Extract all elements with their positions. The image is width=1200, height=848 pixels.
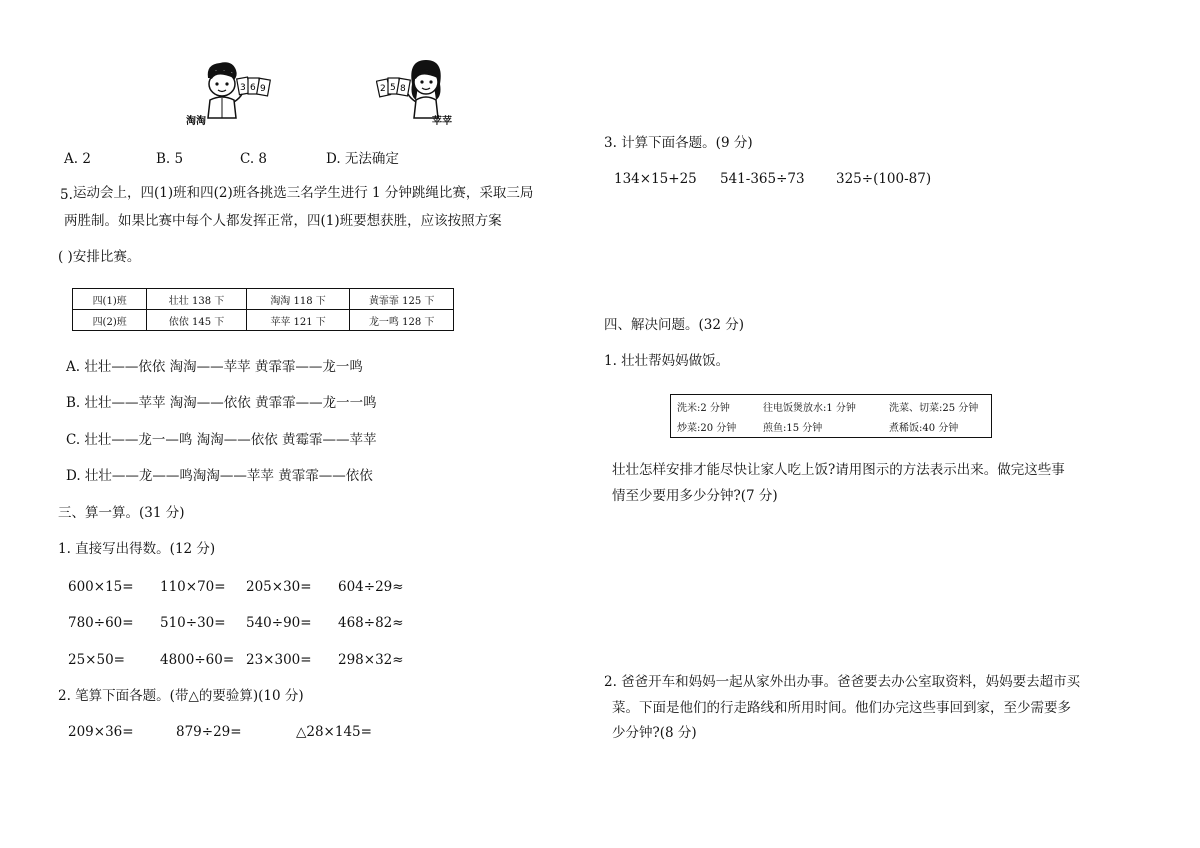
q3-1-r3-c2: 4800÷60= [160,652,235,668]
q3-1-r2-c4: 468÷82≈ [338,615,404,631]
cook-item-fry-fish: 煎鱼:15 分钟 [763,423,823,434]
cook-item-add-water: 往电饭煲放水:1 分钟 [763,403,856,414]
girl-card-1: 2 [380,84,386,94]
q3-1-r1-c2: 110×70= [160,579,226,595]
q4-2-line-1: 2. 爸爸开车和妈妈一起从家外出办事。爸爸要去办公室取资料，妈妈要去超市买 [604,674,1081,690]
q5-line-3: ( )安排比赛。 [58,249,141,265]
cook-item-wash-rice: 洗米:2 分钟 [677,403,730,414]
q5-option-b: B. 壮壮——苹苹 淘淘——依依 黄霏霏——龙一一鸣 [66,395,377,411]
q3-2-item-3: △28×145= [296,724,372,740]
q5-option-c: C. 壮壮——龙一—鸣 淘淘——依依 黄霉霏——苹苹 [66,432,377,448]
q3-1-title: 1. 直接写出得数。(12 分) [58,541,216,557]
q3-1-r2-c2: 510÷30= [160,615,226,631]
table-row: 四(1)班 壮壮 138 下 淘淘 118 下 黄霏霏 125 下 [73,289,454,310]
section-4-title: 四、解决问题。(32 分) [604,317,745,333]
q4-2-line-2: 菜。下面是他们的行走路线和所用时间。他们办完这些事回到家，至少需要多 [612,700,1071,716]
table-row: 四(2)班 依依 145 下 苹苹 121 下 龙一鸣 128 下 [73,310,454,331]
q5-option-d: D. 壮壮——龙——鸣淘淘——苹苹 黄霏霏——依依 [66,468,373,484]
q4-option-b: B. 5 [156,151,184,167]
boy-card-1: 3 [240,83,246,93]
q4-1-title: 1. 壮壮帮妈妈做饭。 [604,353,730,369]
q3-2-item-2: 879÷29= [176,724,242,740]
q4-option-d: D. 无法确定 [326,151,399,167]
boy-caption: 淘淘 [186,116,206,127]
q3-3-item-2: 541-365÷73 [720,171,805,187]
cook-item-stir-fry: 炒菜:20 分钟 [677,423,737,434]
q5-score-table [72,288,454,331]
q3-1-r3-c1: 25×50= [68,652,125,668]
boy-card-2: 6 [250,83,256,93]
q5-number: 5. [60,187,73,203]
q3-1-r2-c1: 780÷60= [68,615,134,631]
q3-2-item-1: 209×36= [68,724,134,740]
girl-card-3: 8 [400,84,406,94]
girl-caption: 苹苹 [432,116,452,127]
q5-option-a: A. 壮壮——依依 淘淘——苹苹 黄霏霏——龙一鸣 [66,359,363,375]
cook-item-porridge: 煮稀饭:40 分钟 [889,423,959,434]
q3-3-item-3: 325÷(100-87) [836,171,932,187]
q3-3-title: 3. 计算下面各题。(9 分) [604,135,753,151]
q3-1-r1-c4: 604÷29≈ [338,579,404,595]
q3-1-r3-c4: 298×32≈ [338,652,404,668]
q4-1-text-2: 情至少要用多少分钟?(7 分) [612,488,778,504]
q3-3-item-1: 134×15+25 [614,171,697,187]
boy-card-3: 9 [260,84,266,94]
cooking-time-box [670,394,992,438]
q3-2-title: 2. 笔算下面各题。(带△的要验算)(10 分) [58,688,304,704]
q3-1-r1-c3: 205×30= [246,579,312,595]
q4-option-a: A. 2 [64,151,91,167]
girl-figure [376,56,466,126]
q4-option-c: C. 8 [240,151,268,167]
q4-1-text-1: 壮壮怎样安排才能尽快让家人吃上饭?请用图示的方法表示出来。做完这些事 [612,462,1065,478]
q4-2-line-3: 少分钟?(8 分) [612,725,697,741]
q5-line-2: 两胜制。如果比赛中每个人都发挥正常，四(1)班要想获胜，应该按照方案 [64,213,502,229]
girl-card-2: 5 [390,83,396,93]
q3-1-r2-c3: 540÷90= [246,615,312,631]
q3-1-r3-c3: 23×300= [246,652,312,668]
cook-item-prep-veg: 洗菜、切菜:25 分钟 [889,403,979,414]
q5-line-1: 运动会上，四(1)班和四(2)班各挑选三名学生进行 1 分钟跳绳比赛，采取三局 [73,185,534,201]
section-3-title: 三、算一算。(31 分) [58,505,185,521]
q3-1-r1-c1: 600×15= [68,579,134,595]
